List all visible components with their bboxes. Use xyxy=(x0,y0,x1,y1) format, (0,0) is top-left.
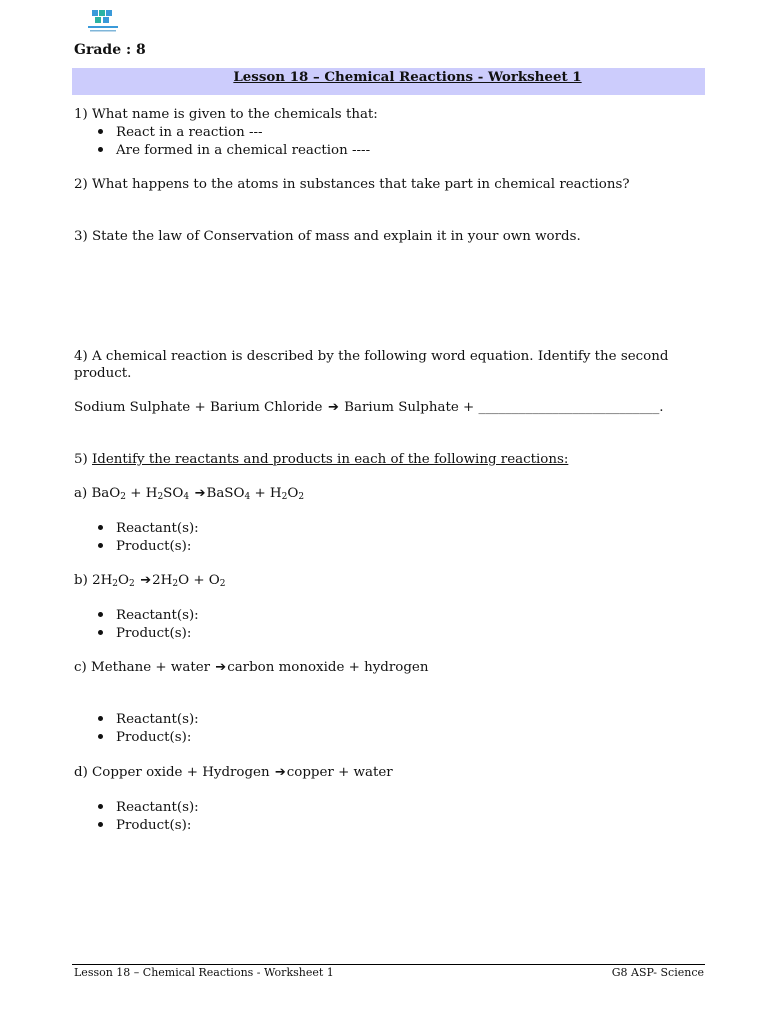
list-item xyxy=(98,818,191,833)
formula-part: BaO xyxy=(91,486,121,501)
formula-part: O xyxy=(118,573,129,588)
reaction-d xyxy=(74,765,393,780)
list-item xyxy=(98,539,191,554)
reactant-label: Reactant(s): xyxy=(116,608,199,623)
subscript: 4 xyxy=(244,492,251,502)
reaction-c xyxy=(74,660,428,675)
reaction-a-label: a) xyxy=(74,486,92,501)
arrow-icon: ➔ xyxy=(190,486,206,501)
footer-lesson: Lesson 18 – Chemical Reactions - Worksheet 1 xyxy=(74,966,334,979)
list-item xyxy=(98,712,199,727)
title-banner xyxy=(72,68,705,95)
arrow-icon: ➔ xyxy=(274,765,286,780)
formula-part: + H xyxy=(126,486,158,501)
subscript: 2 xyxy=(298,492,305,502)
equation-left: Sodium Sulphate + Barium Chloride xyxy=(74,400,323,415)
formula-part: SO xyxy=(163,486,184,501)
reaction-b-label: b) xyxy=(74,573,93,588)
formula-part: O + O xyxy=(178,573,220,588)
list-item xyxy=(98,730,191,745)
school-logo xyxy=(86,8,120,36)
product-label: Product(s): xyxy=(116,730,192,745)
arrow-icon: ➔ xyxy=(135,573,152,588)
question-5-number: 5) xyxy=(74,452,93,467)
footer-divider xyxy=(72,964,705,965)
list-item xyxy=(98,800,199,815)
formula-part: O xyxy=(287,486,299,501)
formula-part: 2H xyxy=(152,573,173,588)
question-5-text: Identify the reactants and products in each of the following reactions: xyxy=(92,452,569,467)
reaction-a xyxy=(74,486,304,501)
formula-part: BaSO xyxy=(206,486,245,501)
subscript: 4 xyxy=(183,492,190,502)
subscript: 2 xyxy=(128,579,135,589)
question-4-equation xyxy=(74,400,664,415)
q1-bullet-1: React in a reaction --- xyxy=(116,125,263,140)
reactant-label: Reactant(s): xyxy=(116,800,199,815)
subscript: 2 xyxy=(112,579,118,589)
reaction-b xyxy=(74,573,226,588)
reactant-label: Reactant(s): xyxy=(116,521,199,536)
grade-label: Grade : 8 xyxy=(74,42,146,58)
question-5 xyxy=(74,452,568,467)
reactant-label: Reactant(s): xyxy=(116,712,199,727)
reaction-d-right: copper + water xyxy=(286,765,393,780)
list-item xyxy=(98,143,370,158)
subscript: 2 xyxy=(281,492,288,502)
list-item xyxy=(98,608,199,623)
subscript: 2 xyxy=(157,492,164,502)
q1-bullet-2: Are formed in a chemical reaction ---- xyxy=(116,143,371,158)
product-label: Product(s): xyxy=(116,818,192,833)
reaction-c-left: c) Methane + water xyxy=(74,660,215,675)
logo-icon xyxy=(86,8,120,36)
product-label: Product(s): xyxy=(116,539,192,554)
formula-part: 2H xyxy=(92,573,113,588)
worksheet-title: Lesson 18 – Chemical Reactions - Worksheet 1 xyxy=(233,69,582,85)
list-item xyxy=(98,125,263,140)
subscript: 2 xyxy=(120,492,127,502)
reaction-c-right: carbon monoxide + hydrogen xyxy=(227,660,429,675)
question-4-line-1: 4) A chemical reaction is described by the following word equation. Identify the second xyxy=(74,349,669,364)
question-2: 2) What happens to the atoms in substances that take part in chemical reactions? xyxy=(74,177,630,192)
question-3: 3) State the law of Conservation of mass and explain it in your own words. xyxy=(74,229,581,244)
reaction-d-left: d) Copper oxide + Hydrogen xyxy=(74,765,274,780)
question-4-line-2: product. xyxy=(74,366,132,381)
arrow-icon: ➔ xyxy=(323,400,339,415)
question-1: 1) What name is given to the chemicals that: xyxy=(74,107,378,122)
list-item xyxy=(98,626,191,641)
formula-part: + H xyxy=(250,486,282,501)
subscript: 2 xyxy=(172,579,179,589)
footer-course: G8 ASP- Science xyxy=(611,966,704,979)
list-item xyxy=(98,521,199,536)
arrow-icon: ➔ xyxy=(215,660,227,675)
equation-right: Barium Sulphate + ___________________________. xyxy=(339,400,664,415)
product-label: Product(s): xyxy=(116,626,192,641)
subscript: 2 xyxy=(219,579,226,589)
